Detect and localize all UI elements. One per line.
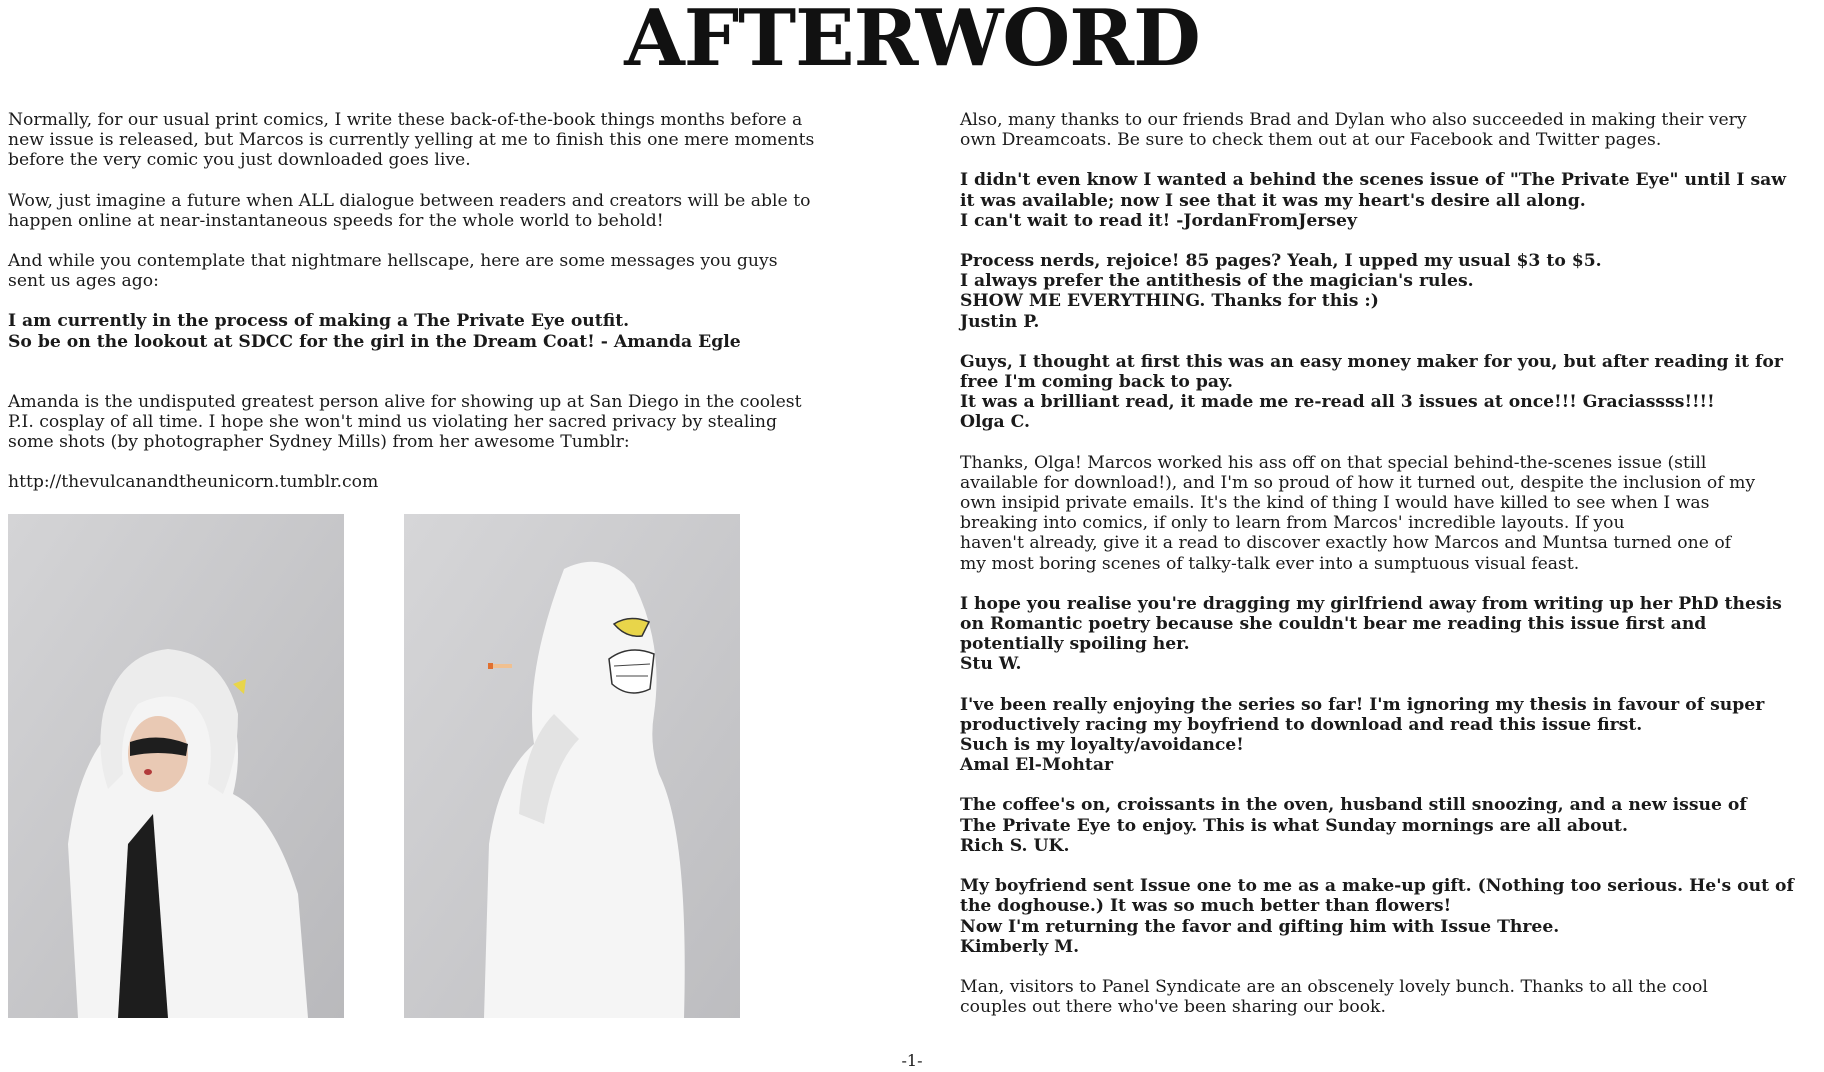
closing-paragraph: Man, visitors to Panel Syndicate are an obscenely lovely bunch. Thanks to all the cool couples out there who've been sharing our book. xyxy=(960,976,1708,1018)
tumblr-link[interactable]: http://thevulcanandtheunicorn.tumblr.com xyxy=(8,472,379,493)
cosplay-photo-back xyxy=(404,514,740,1018)
reader-letter-stu: I hope you realise you're dragging my girlfriend away from writing up her PhD thesis on Romantic poetry because she couldn't bear me reading this issue first and potentially spoiling her. Stu W. xyxy=(960,593,1782,675)
thanks-brad-dylan-paragraph: Also, many thanks to our friends Brad and Dylan who also succeeded in making their very own Dreamcoats. Be sure to check them out at our Facebook and Twitter pages. xyxy=(960,110,1747,151)
online-dialogue-paragraph: Wow, just imagine a future when ALL dialogue between readers and creators will be able to happen online at near-instantaneous speeds for the whole world to behold! xyxy=(8,190,811,231)
reply-to-olga-paragraph: Thanks, Olga! Marcos worked his ass off on that special behind-the-scenes issue (still available for download!), and I'm so proud of how it turned out, despite the inclusion of my own insipid private emails. It's the kind of thing I would have killed to see when I was breaking into comics, if only to learn from Marcos' incredible layouts. If you haven't already, give it a read to discover exactly how Marcos and Muntsa turned one of my most boring scenes of talky-talk ever into a sumptuous visual feast. xyxy=(960,452,1756,574)
reader-letter-kimberly: My boyfriend sent Issue one to me as a make-up gift. (Nothing too serious. He's out of the doghouse.) It was so much better than flowers! Now I'm returning the favor and gifting him with Issue Three. Kimberly M. xyxy=(960,876,1794,957)
reader-letter-jordan: I didn't even know I wanted a behind the scenes issue of "The Private Eye" until I saw it was available; now I see that it was my heart's desire all along. I can't wait to read it! -JordanFromJersey xyxy=(960,170,1787,231)
right-column xyxy=(960,110,1820,1037)
cosplay-photo-front xyxy=(8,514,344,1018)
messages-intro-paragraph: And while you contemplate that nightmare hellscape, here are some messages you guys sent us ages ago: xyxy=(8,251,778,292)
reader-letter-rich: The coffee's on, croissants in the oven, husband still snoozing, and a new issue of The Private Eye to enjoy. This is what Sunday mornings are all about. Rich S. UK. xyxy=(960,795,1747,856)
reader-letter-justin: Process nerds, rejoice! 85 pages? Yeah, I upped my usual $3 to $5. I always prefer the antithesis of the magician's rules. SHOW ME EVERYTHING. Thanks for this :) Justin P. xyxy=(960,251,1602,332)
cosplay-photos xyxy=(8,514,740,1018)
reader-letter-amal: I've been really enjoying the series so far! I'm ignoring my thesis in favour of super productively racing my boyfriend to download and read this issue first. Such is my loyalty/avoidance! Amal El-Mohtar xyxy=(960,694,1765,776)
left-column xyxy=(8,110,908,513)
page-number: -1- xyxy=(901,1051,923,1070)
page-title: AFTERWORD xyxy=(624,0,1200,84)
cosplay-paragraph: Amanda is the undisputed greatest person alive for showing up at San Diego in the coolest P.I. cosplay of all time. I hope she won't mind us violating her sacred privacy by stealing some shots (by photographer Sydney Mills) from her awesome Tumblr: xyxy=(8,391,802,453)
reader-letter-olga: Guys, I thought at first this was an easy money maker for you, but after reading it for free I'm coming back to pay. It was a brilliant read, it made me re-read all 3 issues at once!!! Graciassss!!!! Olga C. xyxy=(960,351,1783,433)
intro-paragraph: Normally, for our usual print comics, I write these back-of-the-book things months before a new issue is released, but Marcos is currently yelling at me to finish this one mere moments before the very comic you just downloaded goes live. xyxy=(8,110,815,171)
reader-letter-amanda: I am currently in the process of making a The Private Eye outfit. So be on the lookout at SDCC for the girl in the Dream Coat! - Amanda Egle xyxy=(8,311,741,352)
